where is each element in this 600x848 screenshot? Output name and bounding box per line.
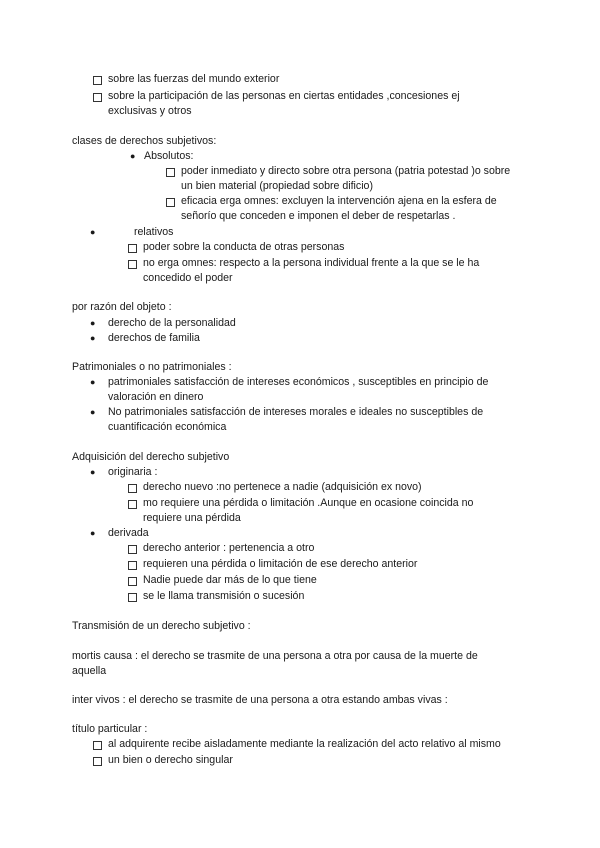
list-item: derecho anterior : pertenencia a otro (143, 542, 315, 554)
subsection-label: relativos (134, 226, 174, 238)
list-item: eficacia erga omnes: excluyen la intervención ajena en la esfera de (181, 195, 497, 207)
list-item: poder sobre la conducta de otras personas (143, 241, 345, 253)
checkbox-icon[interactable] (93, 93, 102, 102)
paragraph-continuation: aquella (72, 665, 107, 677)
list-item-continuation: requiere una pérdida (143, 512, 241, 524)
list-item: sobre la participación de las personas en ciertas entidades ,concesiones ej (108, 90, 460, 102)
subsection-label: originaria : (108, 466, 158, 478)
bullet-icon: ● (90, 377, 96, 387)
bullet-icon: ● (90, 227, 96, 237)
list-item-continuation: exclusivas y otros (108, 105, 192, 117)
list-item: Nadie puede dar más de lo que tiene (143, 574, 317, 586)
bullet-icon: ● (90, 528, 96, 538)
list-item-continuation: valoración en dinero (108, 391, 204, 403)
section-heading: por razón del objeto : (72, 301, 172, 313)
bullet-icon: ● (90, 333, 96, 343)
checkbox-icon[interactable] (128, 593, 137, 602)
list-item: mo requiere una pérdida o limitación .Aunque en ocasione coincida no (143, 497, 474, 509)
section-heading: clases de derechos subjetivos: (72, 135, 217, 147)
checkbox-icon[interactable] (128, 500, 137, 509)
bullet-icon: ● (90, 407, 96, 417)
checkbox-icon[interactable] (93, 741, 102, 750)
section-heading: Patrimoniales o no patrimoniales : (72, 361, 232, 373)
section-heading: Transmisión de un derecho subjetivo : (72, 620, 251, 632)
checkbox-icon[interactable] (128, 484, 137, 493)
section-heading: Adquisición del derecho subjetivo (72, 451, 230, 463)
bullet-icon: ● (90, 467, 96, 477)
paragraph: mortis causa : el derecho se trasmite de una persona a otra por causa de la muerte de (72, 650, 478, 662)
checkbox-icon[interactable] (128, 260, 137, 269)
checkbox-icon[interactable] (93, 757, 102, 766)
list-item: no erga omnes: respecto a la persona individual frente a la que se le ha (143, 257, 480, 269)
checkbox-icon[interactable] (128, 244, 137, 253)
bullet-icon: ● (90, 318, 96, 328)
list-item: un bien o derecho singular (108, 754, 233, 766)
list-item: se le llama transmisión o sucesión (143, 590, 305, 602)
list-item: sobre las fuerzas del mundo exterior (108, 73, 280, 85)
list-item-continuation: concedido el poder (143, 272, 233, 284)
list-item: patrimoniales satisfacción de intereses económicos , susceptibles en principio de (108, 376, 489, 388)
list-item: derecho de la personalidad (108, 317, 236, 329)
checkbox-icon[interactable] (166, 168, 175, 177)
list-item-continuation: cuantificación económica (108, 421, 227, 433)
subsection-label: derivada (108, 527, 149, 539)
list-item: derechos de familia (108, 332, 200, 344)
list-item: requieren una pérdida o limitación de ese derecho anterior (143, 558, 418, 570)
list-item: derecho nuevo :no pertenece a nadie (adquisición ex novo) (143, 481, 422, 493)
list-item-continuation: un bien material (propiedad sobre dificio) (181, 180, 373, 192)
checkbox-icon[interactable] (128, 577, 137, 586)
checkbox-icon[interactable] (166, 198, 175, 207)
list-item-continuation: señorío que conceden e imponen el deber de respetarlas . (181, 210, 456, 222)
subsection-label: Absolutos: (144, 150, 194, 162)
bullet-icon: ● (130, 151, 136, 161)
paragraph: inter vivos : el derecho se trasmite de una persona a otra estando ambas vivas : (72, 694, 448, 706)
list-item: poder inmediato y directo sobre otra persona (patria potestad )o sobre (181, 165, 511, 177)
checkbox-icon[interactable] (128, 561, 137, 570)
checkbox-icon[interactable] (93, 76, 102, 85)
list-item: al adquirente recibe aisladamente mediante la realización del acto relativo al mismo (108, 738, 501, 750)
checkbox-icon[interactable] (128, 545, 137, 554)
list-item: No patrimoniales satisfacción de intereses morales e ideales no susceptibles de (108, 406, 484, 418)
section-heading: título particular : (72, 723, 148, 735)
